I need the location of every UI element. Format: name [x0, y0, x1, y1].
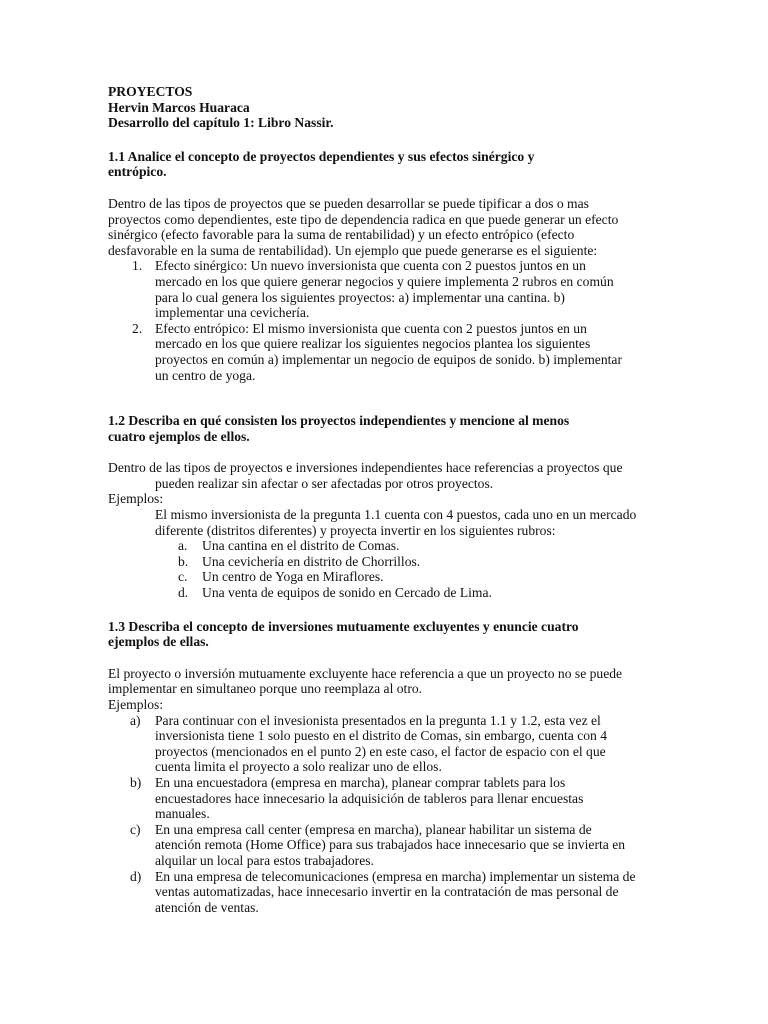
- document-subtitle: Desarrollo del capítulo 1: Libro Nassir.: [108, 115, 334, 131]
- section-1-3-list: [108, 713, 668, 916]
- list-item: d. Una venta de equipos de sonido en Cercado de Lima.: [178, 585, 492, 601]
- list-marker: b): [130, 774, 142, 790]
- list-marker: a.: [178, 538, 188, 554]
- section-1-1-paragraph: Dentro de las tipos de proyectos que se pueden desarrollar se puede tipificar a dos o mas proyectos como dependientes, este tipo de dependencia radica en que puede generar un efecto sinérgico (efecto favorable para la suma de rentabilidad) y un efecto entrópico (efecto desfavorable en la suma de rentabilidad). Un ejemplo que puede generarse es el siguiente:: [108, 195, 619, 258]
- examples-label: Ejemplos:: [108, 491, 164, 507]
- list-marker: d): [130, 868, 142, 884]
- list-marker: 1.: [132, 258, 143, 274]
- list-item: a) Para continuar con el invesionista presentados en la pregunta 1.1 y 1.2, esta vez el inversionista tiene 1 solo puesto en el distrito de Comas, sin embargo, cuenta con 4 proyectos (mencionados en el punto 2) en este caso, el factor de espacio con el que cuenta limita el proyecto a solo realizar uno de ellos.: [130, 712, 608, 775]
- section-1-2: [108, 413, 668, 601]
- list-item: c) En una empresa call center (empresa en marcha), planear habilitar un sistema de atención remota (Home Office) para sus trabajados hace innecesario que se invierta en alquilar un local para estos trabajadores.: [130, 821, 626, 868]
- list-item: 2. Efecto entrópico: El mismo inversionista que cuenta con 2 puestos juntos en un mercado en los que quiere realizar los siguientes negocios plantea los siguientes proyectos en común a) implementar un negocio de equipos de sonido. b) implementar un centro de yoga.: [132, 320, 622, 383]
- document-title: PROYECTOS: [108, 84, 193, 99]
- list-marker: c.: [178, 569, 188, 585]
- list-marker: a): [130, 712, 141, 728]
- section-1-3-paragraph: El proyecto o inversión mutuamente excluyente hace referencia a que un proyecto no se puede implementar en simultaneo porque uno reemplaza al otro.: [108, 665, 623, 697]
- list-item: b) En una encuestadora (empresa en marcha), planear comprar tablets para los encuestadores hace innecesario la adquisición de tableros para llenar encuestas manuales.: [130, 774, 584, 822]
- list-marker: b.: [178, 553, 189, 569]
- examples-label: Ejemplos:: [108, 697, 164, 712]
- list-item: b. Una cevichería en distrito de Chorrillos.: [178, 553, 421, 569]
- section-1-1-title: 1.1 Analice el concepto de proyectos dependientes y sus efectos sinérgico y entrópico.: [108, 148, 535, 180]
- document-header: [108, 84, 668, 131]
- section-1-2-list: [108, 538, 668, 600]
- document-page: [108, 84, 668, 915]
- section-1-1-list: [108, 258, 668, 383]
- list-item: a. Una cantina en el distrito de Comas.: [178, 538, 400, 554]
- section-1-3: [108, 619, 668, 916]
- list-marker: 2.: [132, 320, 143, 336]
- section-1-3-title: 1.3 Describa el concepto de inversiones mutuamente excluyentes y enuncie cuatro ejemplos de ellas.: [108, 618, 579, 650]
- document-author: Hervin Marcos Huaraca: [108, 99, 250, 115]
- list-item: c. Un centro de Yoga en Miraflores.: [178, 569, 384, 585]
- list-marker: d.: [178, 585, 189, 601]
- section-1-2-intro: El mismo inversionista de la pregunta 1.1 cuenta con 4 puestos, cada uno en un mercado diferente (distritos diferentes) y proyecta invertir en los siguientes rubros:: [155, 507, 637, 538]
- list-item: d) En una empresa de telecomunicaciones (empresa en marcha) implementar un sistema de ventas automatizadas, hace innecesario invertir en la contratación de mas personal de atención de ventas.: [130, 868, 636, 915]
- section-1-2-paragraph: Dentro de las tipos de proyectos e inversiones independientes hace referencias a proyectos que pueden realizar sin afectar o ser afectadas por otros proyectos.: [108, 460, 623, 491]
- list-marker: c): [130, 821, 141, 837]
- list-item: 1. Efecto sinérgico: Un nuevo inversionista que cuenta con 2 puestos juntos en un mercado en los que quiere generar negocios y quiere implementa 2 rubros en común para lo cual genera los siguientes proyectos: a) implementar una cantina. b) implementar una cevichería.: [132, 258, 614, 321]
- section-1-1: [108, 149, 668, 383]
- section-1-2-title: 1.2 Describa en qué consisten los proyectos independientes y mencione al menos cuatro ejemplos de ellos.: [108, 413, 570, 444]
